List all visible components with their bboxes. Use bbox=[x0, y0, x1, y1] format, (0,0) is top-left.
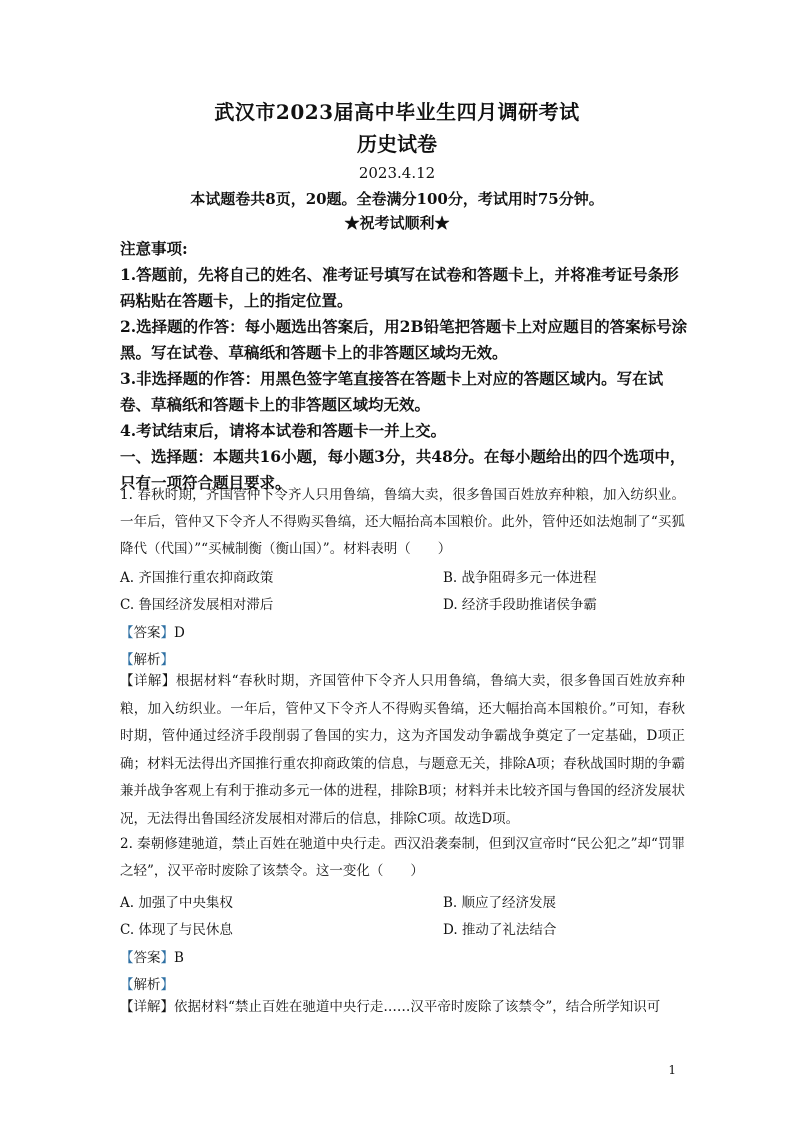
analysis-label: 解析 bbox=[133, 652, 161, 668]
analysis-label: 解析 bbox=[133, 977, 161, 993]
q1-option-a: A. 齐国推行重农抑商政策 bbox=[120, 570, 274, 586]
q2-analysis-tag: 【解析】 bbox=[120, 977, 174, 993]
notes-heading: 注意事项: bbox=[120, 239, 188, 258]
notes-section bbox=[120, 236, 690, 496]
good-luck-line: ★祝考试顺利★ bbox=[344, 214, 450, 232]
q1-analysis-tag: 【解析】 bbox=[120, 652, 174, 668]
exam-date: 2023.4.12 bbox=[358, 164, 436, 182]
q2-option-a: A. 加强了中央集权 bbox=[120, 895, 233, 911]
question-2-stem: 2. 秦朝修建驰道，禁止百姓在驰道中央行走。西汉沿袭秦制，但到汉宣帝时“民公犯之”却“罚罪之轻”，汉平帝时废除了该禁令。这一变化（ ） bbox=[120, 836, 685, 879]
q2-detail: 【详解】依据材料“禁止百姓在驰道中央行走……汉平帝时废除了该禁令”，结合所学知识可 bbox=[120, 999, 661, 1015]
exam-title: 武汉市2023届高中毕业生四月调研考试 bbox=[214, 100, 580, 124]
detail-text: 根据材料“春秋时期，齐国管仲下令齐人只用鲁缟，鲁缟大卖，很多鲁国百姓放弃种粮，加入纺织业。一年后，管仲又下令齐人不得购买鲁缟，还大幅抬高本国粮价。”可知，春秋时期，管仲通过经济手段削弱了鲁国的实力，这为齐国发动争霸战争奠定了一定基础，D项正确；材料无法得出齐国推行重农抑商政策的信息，与题意无关，排除A项；春秋战国时期的争霸兼并战争客观上有利于推动多元一体的进程，排除B项；材料并未比较齐国与鲁国的经济发展状况，无法得出鲁国经济发展相对滞后的信息，排除C项。故选D项。 bbox=[120, 673, 685, 827]
exam-subject: 历史试卷 bbox=[357, 132, 437, 156]
page-number: 1 bbox=[668, 1063, 676, 1077]
answer-value: B bbox=[174, 950, 184, 966]
note-item: 1.答题前，先将自己的姓名、准考证号填写在试卷和答题卡上，并将准考证号条形码粘贴在答题卡，上的指定位置。 bbox=[120, 265, 679, 310]
note-item: 4.考试结束后，请将本试卷和答题卡一并上交。 bbox=[120, 421, 447, 440]
q2-option-c: C. 体现了与民休息 bbox=[120, 922, 233, 938]
answer-label: 答案 bbox=[133, 625, 161, 641]
q1-option-d: D. 经济手段助推诸侯争霸 bbox=[443, 597, 597, 613]
section-heading: 一、选择题：本题共16小题，每小题3分，共48分。在每小题给出的四个选项中，只有一项符合题目要求。 bbox=[120, 447, 686, 492]
q1-detail: 【详解】根据材料“春秋时期，齐国管仲下令齐人只用鲁缟，鲁缟大卖，很多鲁国百姓放弃种粮，加入纺织业。一年后，管仲又下令齐人不得购买鲁缟，还大幅抬高本国粮价。”可知，春秋时期，管仲通过经济手段削弱了鲁国的实力，这为齐国发动争霸战争奠定了一定基础，D项正确；材料无法得出齐国推行重农抑商政策的信息，与题意无关，排除A项；春秋战国时期的争霸兼并战争客观上有利于推动多元一体的进程，排除B项；材料并未比较齐国与鲁国的经济发展状况，无法得出鲁国经济发展相对滞后的信息，排除C项。故选D项。 bbox=[120, 673, 685, 827]
detail-text: 依据材料“禁止百姓在驰道中央行走……汉平帝时废除了该禁令”，结合所学知识可 bbox=[174, 999, 661, 1015]
question-1-stem: 1. 春秋时期，齐国管仲下令齐人只用鲁缟，鲁缟大卖，很多鲁国百姓放弃种粮，加入纺织业。一年后，管仲又下令齐人不得购买鲁缟，还大幅抬高本国粮价。此外，管仲还如法炮制了“买狐降代（代国）”“买械制衡（衡山国）”。材料表明（ ） bbox=[120, 487, 685, 557]
detail-label: 详解 bbox=[133, 999, 161, 1015]
q1-option-c: C. 鲁国经济发展相对滞后 bbox=[120, 597, 274, 613]
note-item: 3.非选择题的作答：用黑色签字笔直接答在答题卡上对应的答题区域内。写在试卷、草稿纸和答题卡上的非答题区域均无效。 bbox=[120, 369, 664, 414]
q2-answer: 【答案】B bbox=[120, 950, 184, 966]
q2-option-b: B. 顺应了经济发展 bbox=[443, 895, 557, 911]
note-item: 2.选择题的作答：每小题选出答案后，用2B铅笔把答题卡上对应题目的答案标号涂黑。写在试卷、草稿纸和答题卡上的非答题区域均无效。 bbox=[120, 317, 688, 362]
q2-option-d: D. 推动了礼法结合 bbox=[443, 922, 557, 938]
detail-label: 详解 bbox=[133, 673, 162, 689]
answer-label: 答案 bbox=[133, 950, 161, 966]
exam-description: 本试题卷共8页，20题。全卷满分100分，考试用时75分钟。 bbox=[190, 190, 604, 208]
q1-answer: 【答案】D bbox=[120, 625, 185, 641]
answer-value: D bbox=[174, 625, 185, 641]
q1-option-b: B. 战争阻碍多元一体进程 bbox=[443, 570, 597, 586]
